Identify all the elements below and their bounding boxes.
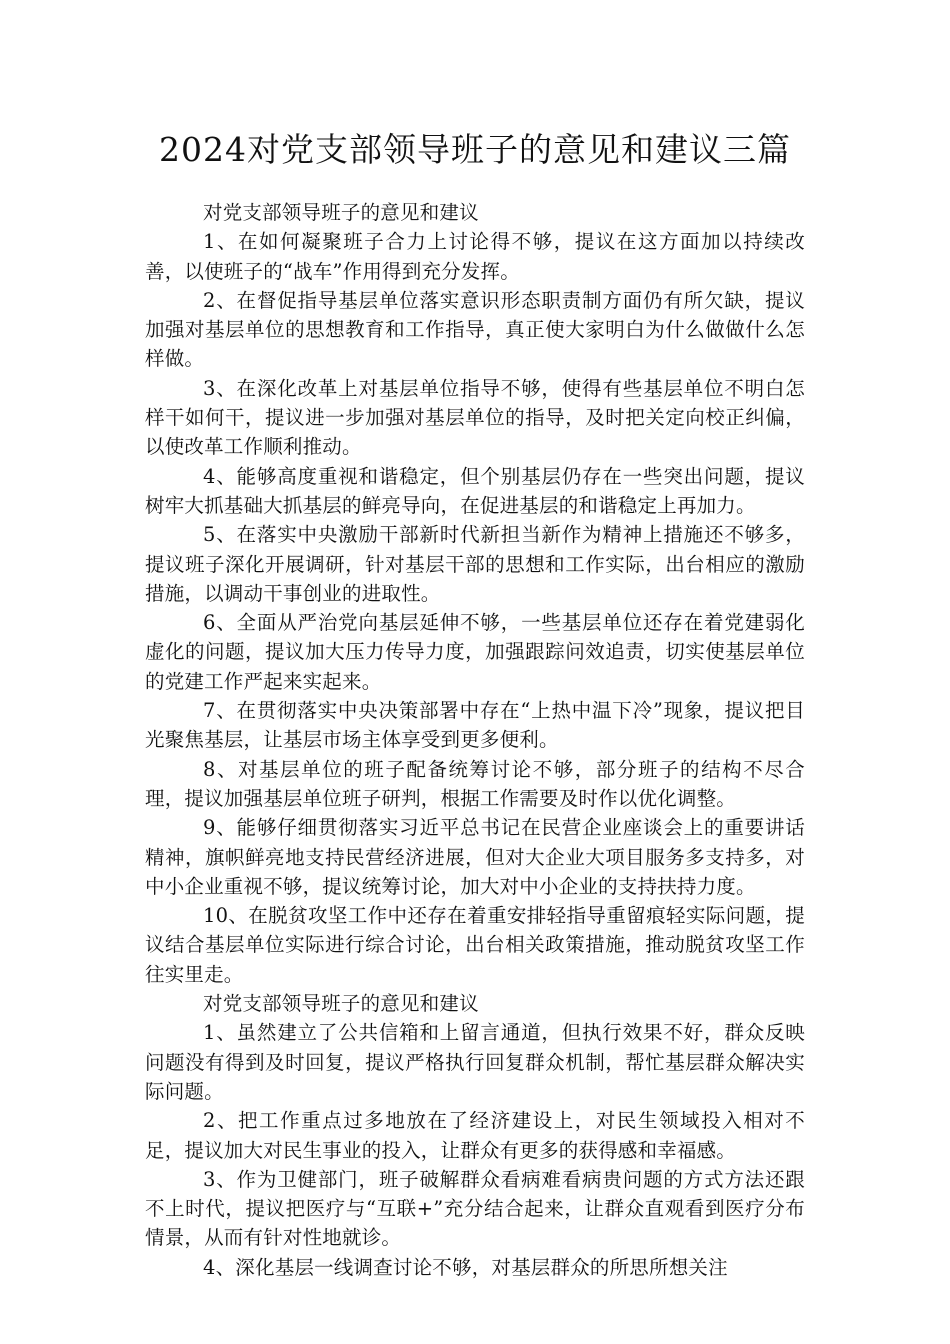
paragraph: 9、能够仔细贯彻落实习近平总书记在民营企业座谈会上的重要讲话精神，旗帜鲜亮地支持民营经济进展，但对大企业大项目服务多支持多，对中小企业重视不够，提议统筹讨论，加大对中小企业的支持扶持力度。 (145, 816, 805, 898)
paragraph-heading-2: 对党支部领导班子的意见和建议 (203, 992, 479, 1016)
document-title: 2024对党支部领导班子的意见和建议三篇 (159, 130, 791, 169)
paragraph: 5、在落实中央激励干部新时代新担当新作为精神上措施还不够多，提议班子深化开展调研，针对基层干部的思想和工作实际，出台相应的激励措施，以调动干事创业的进取性。 (145, 523, 805, 605)
paragraph: 1、在如何凝聚班子合力上讨论得不够，提议在这方面加以持续改善，以使班子的“战车”作用得到充分发挥。 (145, 230, 805, 283)
paragraph: 10、在脱贫攻坚工作中还存在着重安排轻指导重留痕轻实际问题，提议结合基层单位实际进行综合讨论，出台相关政策措施，推动脱贫攻坚工作往实里走。 (145, 904, 805, 986)
paragraph: 4、能够高度重视和谐稳定，但个别基层仍存在一些突出问题，提议树牢大抓基础大抓基层的鲜亮导向，在促进基层的和谐稳定上再加力。 (145, 464, 805, 517)
paragraph: 3、作为卫健部门，班子破解群众看病难看病贵问题的方式方法还跟不上时代，提议把医疗与“互联+”充分结合起来，让群众直观看到医疗分布情景，从而有针对性地就诊。 (145, 1167, 805, 1250)
paragraph: 2、在督促指导基层单位落实意识形态职责制方面仍有所欠缺，提议加强对基层单位的思想教育和工作指导，真正使大家明白为什么做做什么怎样做。 (145, 288, 805, 371)
paragraph: 3、在深化改革上对基层单位指导不够，使得有些基层单位不明白怎样干如何干，提议进一步加强对基层单位的指导，及时把关定向校正纠偏，以使改革工作顺利推动。 (145, 376, 805, 459)
paragraph: 8、对基层单位的班子配备统筹讨论不够，部分班子的结构不尽合理，提议加强基层单位班子研判，根据工作需要及时作以优化调整。 (145, 757, 805, 810)
document-body (145, 198, 805, 1282)
paragraph: 7、在贯彻落实中央决策部署中存在“上热中温下冷”现象，提议把目光聚焦基层，让基层市场主体享受到更多便利。 (145, 699, 805, 752)
paragraph-heading-1: 对党支部领导班子的意见和建议 (203, 201, 479, 224)
paragraph: 6、全面从严治党向基层延伸不够，一些基层单位还存在着党建弱化虚化的问题，提议加大压力传导力度，加强跟踪问效追责，切实使基层单位的党建工作严起来实起来。 (145, 611, 805, 693)
paragraph: 2、把工作重点过多地放在了经济建设上，对民生领域投入相对不足，提议加大对民生事业的投入，让群众有更多的获得感和幸福感。 (145, 1109, 805, 1162)
paragraph: 4、深化基层一线调查讨论不够，对基层群众的所思所想关注 (203, 1255, 728, 1279)
paragraph: 1、虽然建立了公共信箱和上留言通道，但执行效果不好，群众反映问题没有得到及时回复，提议严格执行回复群众机制，帮忙基层群众解决实际问题。 (145, 1021, 805, 1103)
